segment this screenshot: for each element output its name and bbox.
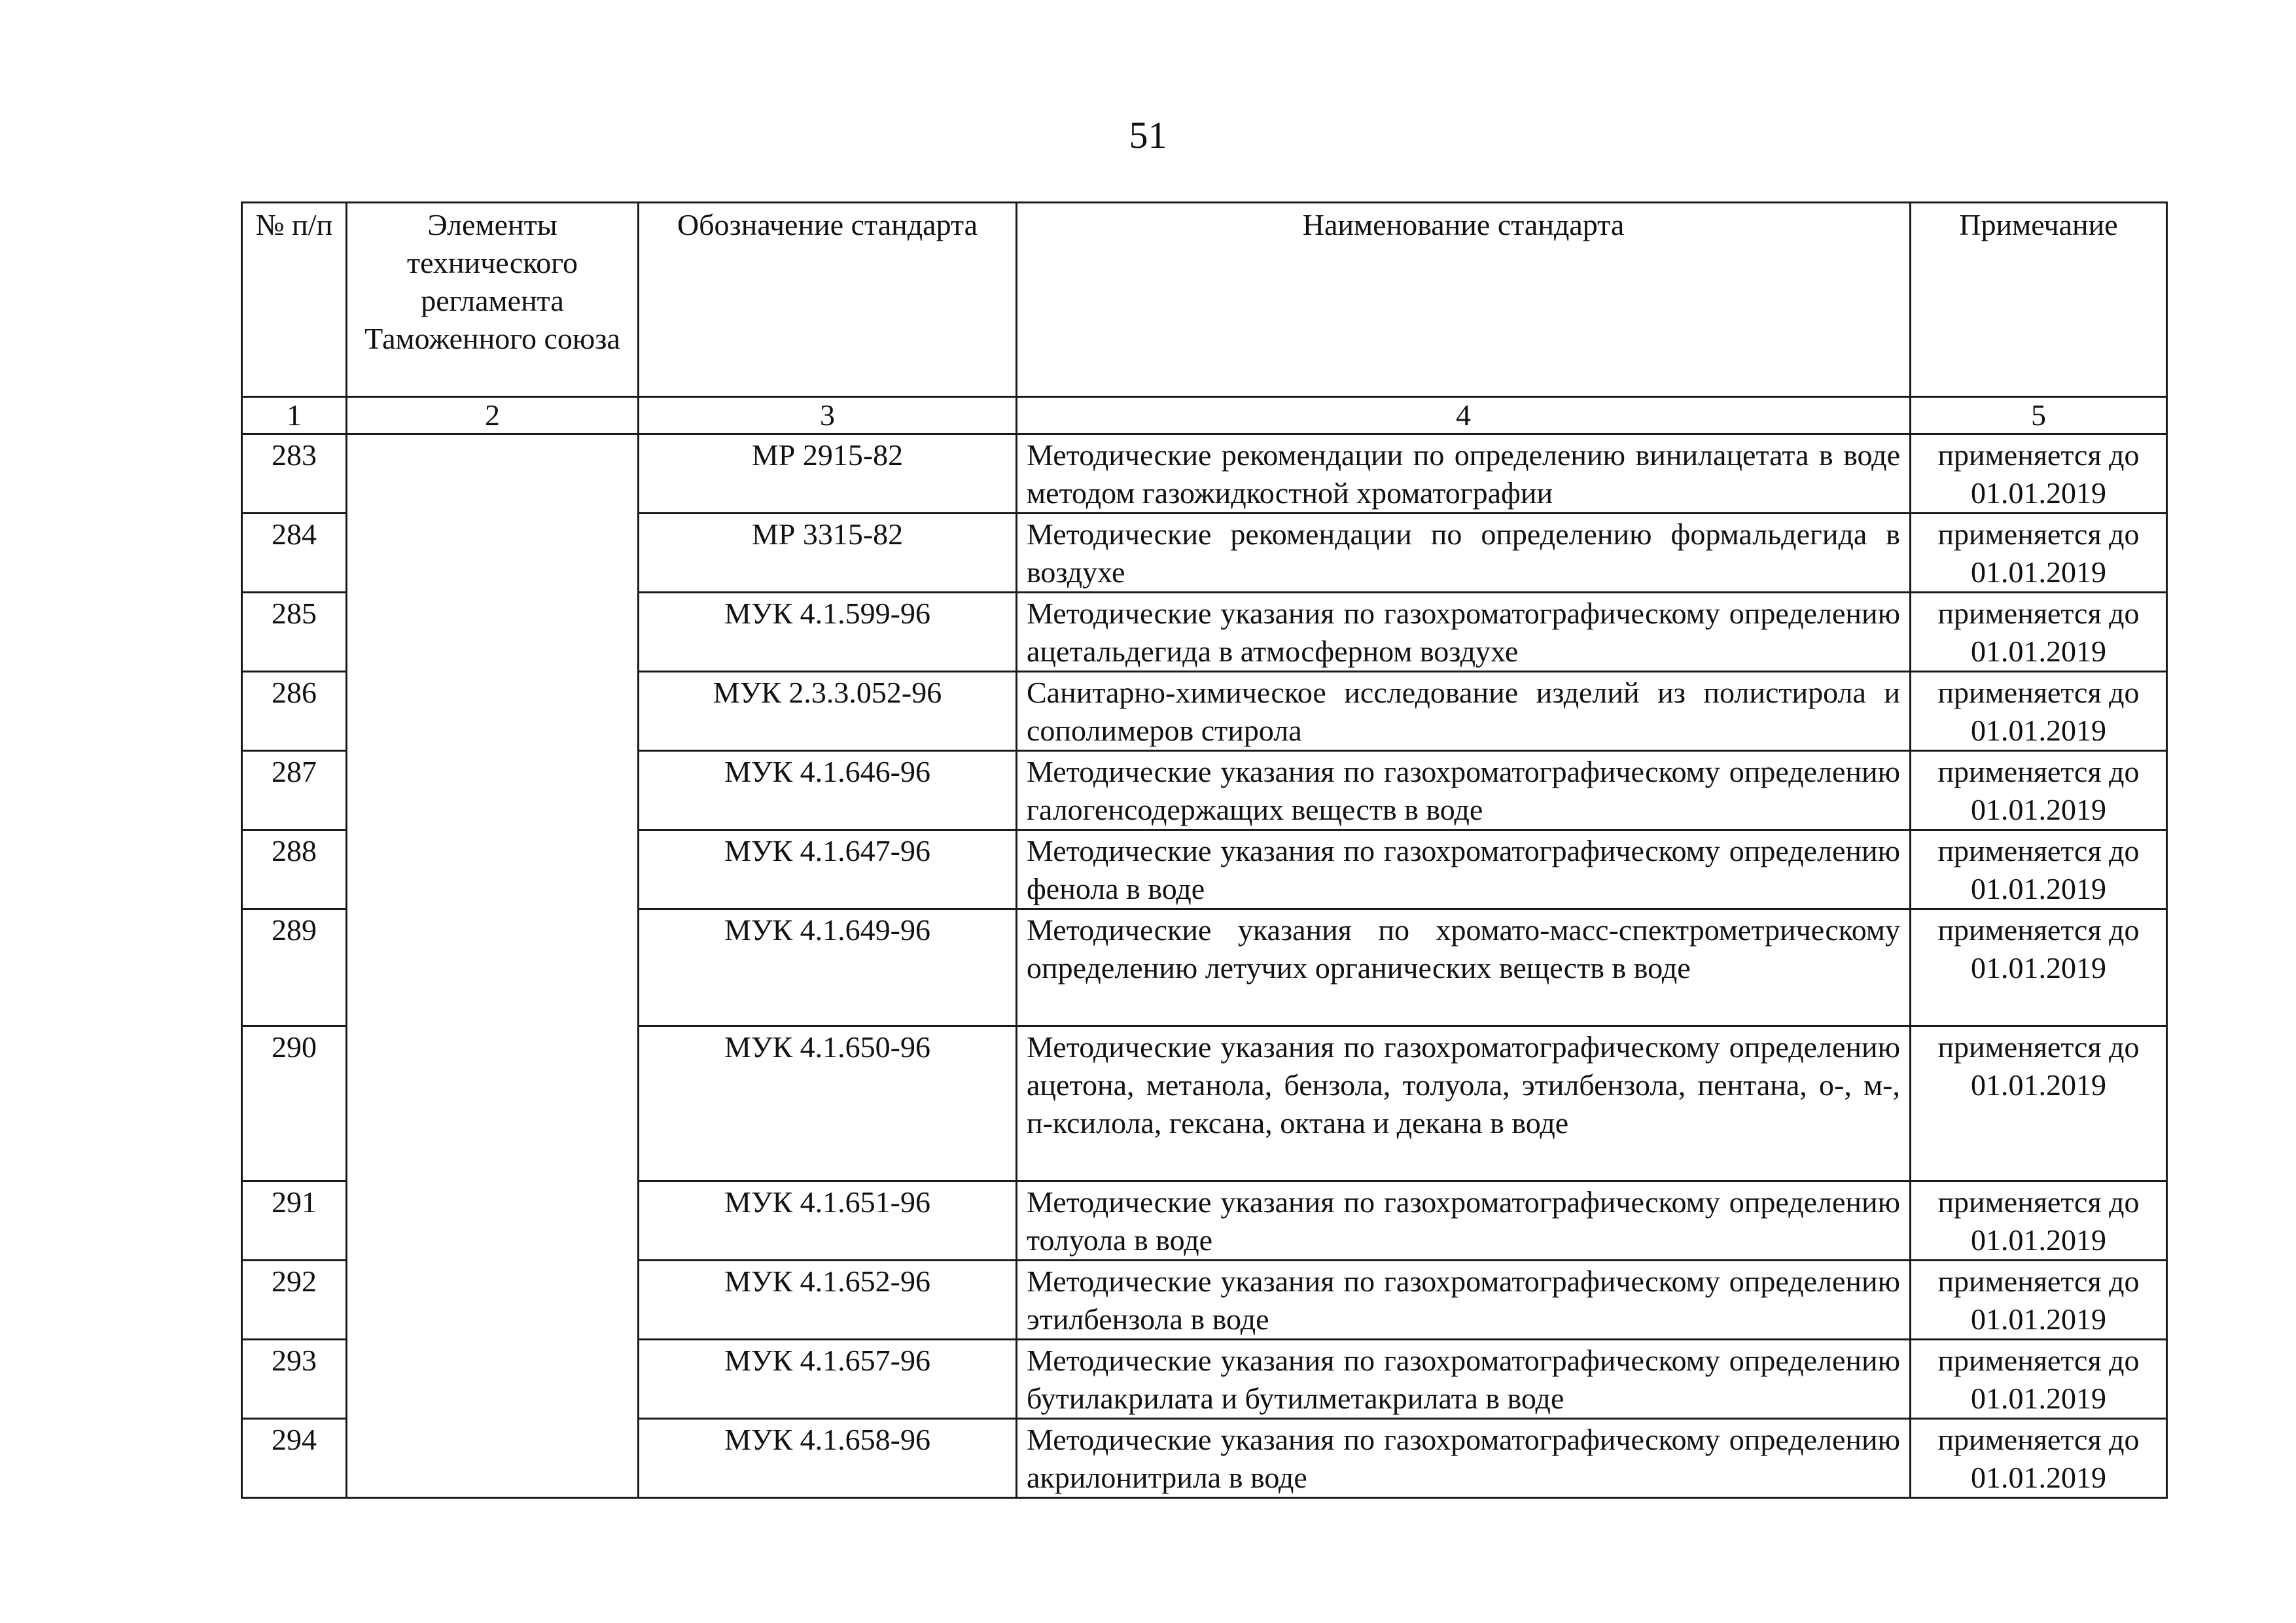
standard-name: Методические указания по газохроматографическому определению ацетона, метанола, бензола, толуола, этилбензола, пентана, о-, м-, п-ксилола, гексана, октана и декана в воде xyxy=(1017,1026,1911,1181)
standard-code: МУК 4.1.658-96 xyxy=(639,1419,1017,1498)
standard-name: Методические указания по газохроматографическому определению бутилакрилата и бутилметакрилата в воде xyxy=(1017,1340,1911,1419)
row-number: 289 xyxy=(242,909,347,1026)
standard-name: Методические рекомендации по определению формальдегида в воздухе xyxy=(1017,514,1911,593)
row-number: 288 xyxy=(242,830,347,909)
standard-name: Методические указания по газохроматографическому определению этилбензола в воде xyxy=(1017,1261,1911,1340)
column-number: 2 xyxy=(347,397,639,434)
standard-code: МУК 4.1.599-96 xyxy=(639,593,1017,672)
table-row xyxy=(242,434,2167,514)
row-number: 293 xyxy=(242,1340,347,1419)
standard-name: Методические указания по газохроматографическому определению галогенсодержащих веществ в воде xyxy=(1017,751,1911,830)
standard-note: применяется до 01.01.2019 xyxy=(1911,751,2167,830)
standard-note: применяется до 01.01.2019 xyxy=(1911,1419,2167,1498)
standard-code: МР 3315-82 xyxy=(639,514,1017,593)
standard-note: применяется до 01.01.2019 xyxy=(1911,593,2167,672)
standard-note: применяется до 01.01.2019 xyxy=(1911,1340,2167,1419)
standard-name: Методические указания по газохроматографическому определению фенола в воде xyxy=(1017,830,1911,909)
standard-code: МУК 4.1.649-96 xyxy=(639,909,1017,1026)
standard-name: Методические указания по хромато-масс-спектрометрическому определению летучих органических веществ в воде xyxy=(1017,909,1911,1026)
row-number: 285 xyxy=(242,593,347,672)
standard-note: применяется до 01.01.2019 xyxy=(1911,1181,2167,1261)
column-number: 4 xyxy=(1017,397,1911,434)
table-header-row xyxy=(242,203,2167,397)
standard-code: МР 2915-82 xyxy=(639,434,1017,514)
standards-table xyxy=(241,201,2168,1499)
row-number: 284 xyxy=(242,514,347,593)
standard-name: Методические рекомендации по определению винилацетата в воде методом газожидкостной хроматографии xyxy=(1017,434,1911,514)
standard-note: применяется до 01.01.2019 xyxy=(1911,672,2167,751)
standard-name: Санитарно-химическое исследование изделий из полистирола и сополимеров стирола xyxy=(1017,672,1911,751)
standard-name: Методические указания по газохроматографическому определению ацетальдегида в атмосферном воздухе xyxy=(1017,593,1911,672)
column-number-row xyxy=(242,397,2167,434)
standard-note: применяется до 01.01.2019 xyxy=(1911,514,2167,593)
standard-code: МУК 4.1.647-96 xyxy=(639,830,1017,909)
row-number: 286 xyxy=(242,672,347,751)
column-number: 5 xyxy=(1911,397,2167,434)
row-number: 294 xyxy=(242,1419,347,1498)
header-elements: Элементы технического регламента Таможенного союза xyxy=(347,203,639,397)
standard-code: МУК 4.1.650-96 xyxy=(639,1026,1017,1181)
standard-name: Методические указания по газохроматографическому определению акрилонитрила в воде xyxy=(1017,1419,1911,1498)
column-number: 3 xyxy=(639,397,1017,434)
standard-code: МУК 4.1.646-96 xyxy=(639,751,1017,830)
page-number: 51 xyxy=(1129,114,1167,156)
row-number: 292 xyxy=(242,1261,347,1340)
row-number: 287 xyxy=(242,751,347,830)
header-note: Примечание xyxy=(1911,203,2167,397)
row-number: 283 xyxy=(242,434,347,514)
column-number: 1 xyxy=(242,397,347,434)
row-number: 290 xyxy=(242,1026,347,1181)
standard-note: применяется до 01.01.2019 xyxy=(1911,434,2167,514)
header-name: Наименование стандарта xyxy=(1017,203,1911,397)
standard-name: Методические указания по газохроматографическому определению толуола в воде xyxy=(1017,1181,1911,1261)
standard-note: применяется до 01.01.2019 xyxy=(1911,909,2167,1026)
standard-note: применяется до 01.01.2019 xyxy=(1911,830,2167,909)
standard-code: МУК 4.1.657-96 xyxy=(639,1340,1017,1419)
standard-note: применяется до 01.01.2019 xyxy=(1911,1026,2167,1181)
header-number: № п/п xyxy=(242,203,347,397)
row-number: 291 xyxy=(242,1181,347,1261)
standard-code: МУК 2.3.3.052-96 xyxy=(639,672,1017,751)
standard-code: МУК 4.1.651-96 xyxy=(639,1181,1017,1261)
standard-note: применяется до 01.01.2019 xyxy=(1911,1261,2167,1340)
elements-cell xyxy=(347,434,639,1498)
header-designation: Обозначение стандарта xyxy=(639,203,1017,397)
standard-code: МУК 4.1.652-96 xyxy=(639,1261,1017,1340)
